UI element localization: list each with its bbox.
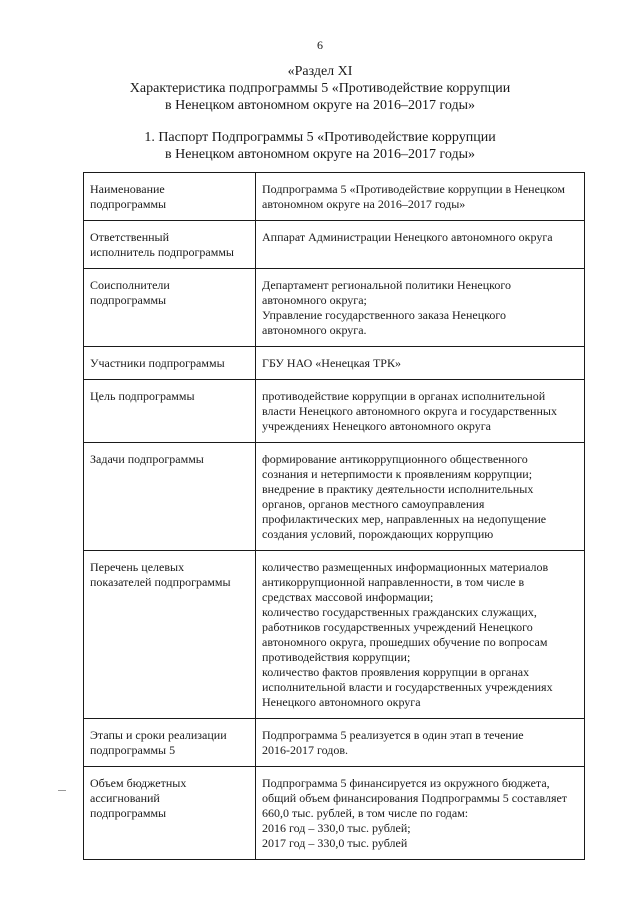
row-value-line: 2016 год – 330,0 тыс. рублей; xyxy=(262,821,411,835)
row-value-cell xyxy=(256,551,585,719)
row-value-line: количество государственных гражданских служащих, xyxy=(262,605,537,619)
row-value-line: противодействие коррупции в органах исполнительной xyxy=(262,389,546,403)
row-label-line: подпрограммы xyxy=(90,293,167,307)
row-label-line: Соисполнители xyxy=(90,278,170,292)
page-number: 6 xyxy=(317,38,323,52)
row-value-line: Аппарат Администрации Ненецкого автономного округа xyxy=(262,230,553,244)
row-label-line: Объем бюджетных xyxy=(90,776,187,790)
row-value-line: ГБУ НАО «Ненецкая ТРК» xyxy=(262,356,401,370)
row-label-line: подпрограммы xyxy=(90,197,167,211)
row-value-cell xyxy=(256,221,585,269)
row-value-line: автономном округе на 2016–2017 годы» xyxy=(262,197,466,211)
row-value-line: автономного округа. xyxy=(262,323,367,337)
row-label-line: исполнитель подпрограммы xyxy=(90,245,234,259)
row-value-line: Департамент региональной политики Ненецкого xyxy=(262,278,511,292)
passport-table-body xyxy=(84,173,585,860)
row-value-cell xyxy=(256,269,585,347)
section-heading-line: в Ненецком автономном округе на 2016–2017 годы» xyxy=(164,98,475,113)
row-label-line: показателей подпрограммы xyxy=(90,575,231,589)
row-label-cell xyxy=(84,443,256,551)
row-value-line: профилактических мер, направленных на недопущение xyxy=(262,512,547,526)
row-value-line: Подпрограмма 5 реализуется в один этап в течение xyxy=(262,728,524,742)
row-value-line: противодействия коррупции; xyxy=(262,650,411,664)
row-value-line: власти Ненецкого автономного округа и государственных xyxy=(262,404,557,418)
row-value-line: учреждениях Ненецкого автономного округа xyxy=(262,419,491,433)
row-label-cell xyxy=(84,347,256,380)
row-label-cell xyxy=(84,173,256,221)
row-value-line: Управление государственного заказа Ненецкого xyxy=(262,308,507,322)
passport-heading xyxy=(0,129,640,163)
row-label-cell xyxy=(84,719,256,767)
row-label-line: Участники подпрограммы xyxy=(90,356,225,370)
row-value-cell xyxy=(256,173,585,221)
row-label-line: подпрограммы xyxy=(90,806,167,820)
section-heading-line: Характеристика подпрограммы 5 «Противодействие коррупции xyxy=(129,81,511,96)
table-row xyxy=(84,380,585,443)
passport-table xyxy=(83,172,585,860)
table-row xyxy=(84,269,585,347)
row-value-line: исполнительной власти и государственных учреждениях xyxy=(262,680,553,694)
row-label-line: Задачи подпрограммы xyxy=(90,452,204,466)
row-value-line: создания условий, порождающих коррупцию xyxy=(262,527,494,541)
row-value-cell xyxy=(256,767,585,860)
row-label-line: подпрограммы 5 xyxy=(90,743,176,757)
table-row xyxy=(84,767,585,860)
row-value-line: 660,0 тыс. рублей, в том числе по годам: xyxy=(262,806,469,820)
row-value-cell xyxy=(256,719,585,767)
row-value-line: 2017 год – 330,0 тыс. рублей xyxy=(262,836,408,850)
row-value-line: Подпрограмма 5 финансируется из окружного бюджета, xyxy=(262,776,550,790)
row-label-line: Наименование xyxy=(90,182,165,196)
row-label-cell xyxy=(84,380,256,443)
row-value-line: количество фактов проявления коррупции в органах xyxy=(262,665,530,679)
row-label-line: Цель подпрограммы xyxy=(90,389,195,403)
row-value-cell xyxy=(256,443,585,551)
row-label-line: Этапы и сроки реализации xyxy=(90,728,227,742)
passport-heading-line: 1. Паспорт Подпрограммы 5 «Противодействие коррупции xyxy=(144,130,496,145)
row-value-line: органов, органов местного самоуправления xyxy=(262,497,485,511)
row-value-line: Подпрограмма 5 «Противодействие коррупции в Ненецком xyxy=(262,182,565,196)
row-label-line: ассигнований xyxy=(90,791,160,805)
table-row xyxy=(84,443,585,551)
table-row xyxy=(84,173,585,221)
row-value-line: 2016-2017 годов. xyxy=(262,743,349,757)
table-row xyxy=(84,719,585,767)
row-label-cell xyxy=(84,767,256,860)
row-value-line: автономного округа; xyxy=(262,293,367,307)
row-value-line: антикоррупционной направленности, в том числе в xyxy=(262,575,525,589)
row-label-line: Ответственный xyxy=(90,230,170,244)
row-value-line: Ненецкого автономного округа xyxy=(262,695,421,709)
row-label-line: Перечень целевых xyxy=(90,560,185,574)
row-value-line: сознания и нетерпимости к проявлениям коррупции; xyxy=(262,467,533,481)
table-row xyxy=(84,221,585,269)
section-heading xyxy=(0,63,640,114)
row-value-line: работников государственных учреждений Ненецкого xyxy=(262,620,533,634)
passport-heading-line: в Ненецком автономном округе на 2016–2017 годы» xyxy=(164,147,475,162)
table-row xyxy=(84,347,585,380)
row-value-line: средствах массовой информации; xyxy=(262,590,434,604)
row-label-cell xyxy=(84,221,256,269)
row-value-line: общий объем финансирования Подпрограммы 5 составляет xyxy=(262,791,568,805)
table-row xyxy=(84,551,585,719)
row-value-line: внедрение в практику деятельности исполнительных xyxy=(262,482,534,496)
row-value-line: количество размещенных информационных материалов xyxy=(262,560,549,574)
row-value-line: автономного округа, прошедших обучение по вопросам xyxy=(262,635,548,649)
row-value-line: формирование антикоррупционного общественного xyxy=(262,452,528,466)
row-label-cell xyxy=(84,551,256,719)
margin-mark xyxy=(58,790,66,791)
row-value-cell xyxy=(256,380,585,443)
section-heading-line: «Раздел XI xyxy=(287,64,353,79)
row-value-cell xyxy=(256,347,585,380)
row-label-cell xyxy=(84,269,256,347)
